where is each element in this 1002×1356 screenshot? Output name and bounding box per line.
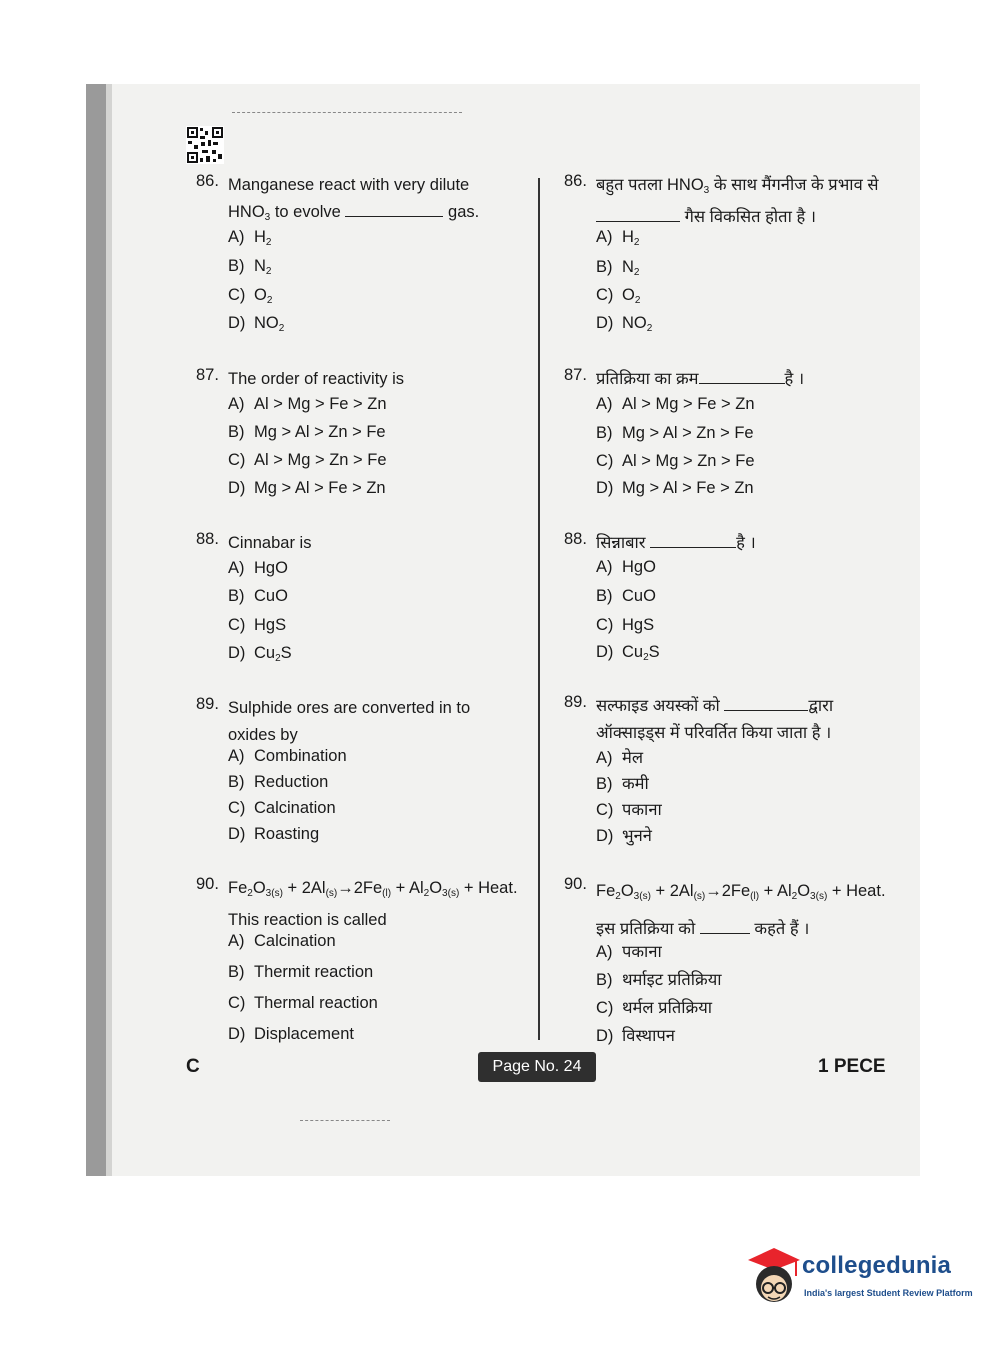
question-number: 89.	[196, 695, 219, 713]
collegedunia-logo	[744, 1246, 974, 1312]
mascot-icon	[744, 1246, 802, 1310]
question-number: 88.	[564, 530, 587, 548]
question-number: 88.	[196, 530, 219, 548]
option-d[interactable]: D) विस्थापन	[596, 1027, 675, 1045]
option-d[interactable]: D) Roasting	[228, 825, 320, 843]
question-text: $Fe_2O_{3(s)} + 2Al_{(s)}\to 2Fe_{(l)} + Al_2O_{3(s)}$ + Heat. इस प्रतिक्रिया को कहते हैं ।	[596, 875, 886, 946]
question-number: 86.	[196, 172, 219, 190]
scanned-page	[86, 84, 920, 1176]
column-divider	[538, 178, 540, 1040]
reaction-equation: $Fe_2O_{3(s)} + 2Al_{(s)}\to 2Fe_{(l)} + Al_2O_{3(s)}$ + Heat.	[228, 879, 518, 899]
option-c[interactable]: C) HgS	[596, 616, 655, 634]
scan-shadow-edge-light	[106, 84, 112, 1176]
option-a[interactable]: A) Calcination	[228, 932, 336, 950]
question-number: 86.	[564, 172, 587, 190]
option-b[interactable]: B) Mg > Al > Zn > Fe	[596, 424, 754, 442]
scan-shadow-edge	[86, 84, 106, 1176]
paper-code: 1 PECE	[818, 1056, 886, 1077]
answer-blank	[699, 369, 785, 384]
option-c[interactable]: C) पकाना	[596, 801, 662, 819]
question-text: सिन्नाबार है ।	[596, 534, 756, 552]
option-d[interactable]: D) Displacement	[228, 1025, 354, 1043]
question-text: बहुत पतला $HNO_3$ के साथ मैंगनीज के प्रभाव से गैस विकसित होता है ।	[596, 176, 879, 226]
option-c[interactable]: C) Al > Mg > Zn > Fe	[596, 452, 755, 470]
page-number-badge: Page No. 24	[478, 1052, 596, 1082]
option-a[interactable]: A) $H_2$	[596, 228, 640, 248]
option-b[interactable]: B) थर्माइट प्रतिक्रिया	[596, 971, 722, 989]
answer-blank	[700, 919, 750, 934]
answer-blank	[650, 533, 736, 548]
option-b[interactable]: B) कमी	[596, 775, 649, 793]
question-text: सल्फाइड अयस्कों को द्वारा ऑक्साइड्स में परिवर्तित किया जाता है ।	[596, 697, 834, 742]
bottom-dashed-rule	[300, 1120, 390, 1121]
option-b[interactable]: B) CuO	[228, 587, 288, 605]
option-a[interactable]: A) Al > Mg > Fe > Zn	[228, 395, 387, 413]
option-d[interactable]: D) Mg > Al > Fe > Zn	[228, 479, 386, 497]
question-number: 87.	[196, 366, 219, 384]
question-text: Cinnabar is	[228, 534, 312, 552]
question-number: 90.	[564, 875, 587, 893]
option-d[interactable]: D) $Cu_2S$	[228, 644, 292, 664]
option-b[interactable]: B) CuO	[596, 587, 656, 605]
option-d[interactable]: D) $NO_2$	[596, 314, 653, 334]
question-text: Sulphide ores are converted in to oxides by	[228, 699, 471, 744]
question-number: 87.	[564, 366, 587, 384]
option-a[interactable]: A) Combination	[228, 747, 347, 765]
reaction-equation: $Fe_2O_{3(s)} + 2Al_{(s)}\to 2Fe_{(l)} + Al_2O_{3(s)}$ + Heat.	[596, 882, 886, 902]
question-text: प्रतिक्रिया का क्रम है ।	[596, 370, 805, 388]
question-number: 89.	[564, 693, 587, 711]
option-a[interactable]: A) पकाना	[596, 943, 662, 961]
option-c[interactable]: C) थर्मल प्रतिक्रिया	[596, 999, 713, 1017]
option-d[interactable]: D) $Cu_2S$	[596, 643, 660, 663]
option-c[interactable]: C) $O_2$	[228, 286, 273, 306]
option-b[interactable]: B) $N_2$	[596, 258, 640, 278]
option-b[interactable]: B) Reduction	[228, 773, 329, 791]
option-b[interactable]: B) Thermit reaction	[228, 963, 374, 981]
question-text: The order of reactivity is	[228, 370, 405, 388]
option-c[interactable]: C) Al > Mg > Zn > Fe	[228, 451, 387, 469]
set-code: C	[186, 1056, 200, 1077]
option-c[interactable]: C) Thermal reaction	[228, 994, 378, 1012]
option-c[interactable]: C) HgS	[228, 616, 287, 634]
answer-blank	[724, 696, 808, 711]
question-text: $Fe_2O_{3(s)} + 2Al_{(s)}\to 2Fe_{(l)} + Al_2O_{3(s)}$ + Heat. This reaction is called	[228, 875, 518, 934]
option-a[interactable]: A) HgO	[596, 558, 656, 576]
option-a[interactable]: A) HgO	[228, 559, 288, 577]
option-c[interactable]: C) Calcination	[228, 799, 336, 817]
option-b[interactable]: B) $N_2$	[228, 257, 272, 277]
question-number: 90.	[196, 875, 219, 893]
answer-blank	[345, 202, 443, 217]
option-c[interactable]: C) $O_2$	[596, 286, 641, 306]
qr-code-icon	[186, 126, 224, 164]
option-d[interactable]: D) $NO_2$	[228, 314, 285, 334]
answer-blank	[596, 207, 680, 222]
top-dashed-rule	[232, 112, 462, 113]
logo-wordmark: collegedunia	[802, 1252, 952, 1279]
option-a[interactable]: A) $H_2$	[228, 228, 272, 248]
option-a[interactable]: A) Al > Mg > Fe > Zn	[596, 395, 755, 413]
option-d[interactable]: D) Mg > Al > Fe > Zn	[596, 479, 754, 497]
logo-tagline: India's largest Student Review Platform	[804, 1288, 973, 1298]
option-d[interactable]: D) भुनने	[596, 827, 652, 845]
question-text: Manganese react with very dilute $HNO_3$ to evolve gas.	[228, 176, 480, 223]
option-b[interactable]: B) Mg > Al > Zn > Fe	[228, 423, 386, 441]
option-a[interactable]: A) मेल	[596, 749, 644, 767]
